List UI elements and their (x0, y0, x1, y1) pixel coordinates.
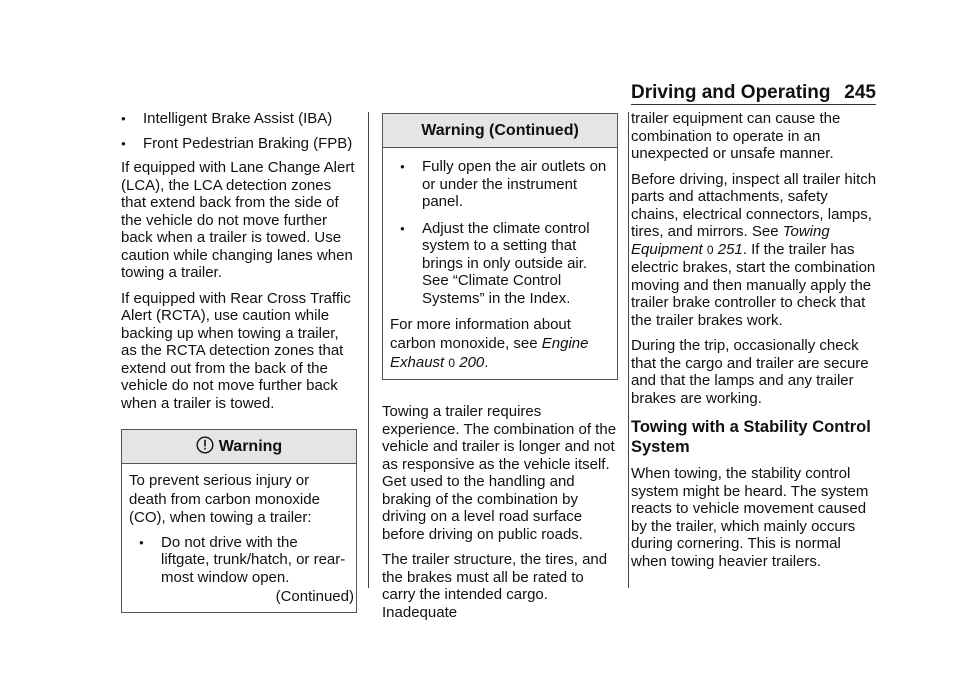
bullet-dot: ● (400, 223, 405, 233)
more-info-text: For more information about carbon monoxide, see (390, 316, 571, 352)
warning-title (122, 430, 356, 464)
column-divider-1 (368, 112, 369, 588)
column-2 (382, 110, 618, 621)
paragraph: During the trip, occasionally check that the cargo and trailer are secure and that the lamps and any trailer brakes are working. (631, 337, 869, 407)
page-ref-icon: 0 (448, 356, 456, 370)
column-divider-2 (628, 112, 629, 588)
towing-equipment-link[interactable]: Towing Equipment (631, 223, 830, 258)
column-1 (121, 110, 357, 613)
bullet-dot: ● (400, 162, 405, 171)
page-ref-number[interactable]: 251 (717, 240, 743, 258)
paragraph: When towing, the stability control system might be heard. The system reacts to vehicle movement caused by the trailer, which mainly occurs during cornering. This is normal when towing heavier trailers. (631, 465, 869, 570)
continued-label: (Continued) (275, 588, 354, 605)
warning-title-text: Warning (218, 438, 283, 455)
engine-exhaust-link[interactable]: Engine Exhaust (390, 335, 589, 371)
page-ref-number[interactable]: 200 (459, 354, 485, 371)
paragraph: The trailer structure, the tires, and the brakes must all be rated to carry the intended cargo. Inadequate (382, 551, 608, 621)
warning-text: To prevent serious injury or death from carbon monoxide (CO), when towing a trailer: (129, 472, 320, 526)
warning-bullet (390, 220, 610, 308)
warning-icon (196, 436, 214, 454)
bullet-dot: ● (121, 114, 126, 123)
warning-body (122, 464, 356, 612)
warning-continued-body (383, 148, 617, 379)
bullet-text: Adjust the climate control system to a setting that brings in only outside air. See “Climate Control Systems” in the Index. (422, 219, 590, 307)
paragraph: Towing a trailer requires experience. The combination of the vehicle and trailer is longer and not as responsive as the vehicle itself. Get used to the handling and braking of the combination by driving on a level road surface before driving on public roads. (382, 403, 617, 543)
warning-box (121, 429, 357, 613)
header-rule (631, 104, 876, 105)
warning-more-info (390, 315, 610, 373)
column-3 (631, 110, 877, 570)
bullet-dot: ● (139, 537, 144, 547)
paragraph-text: Before driving, inspect all trailer hitch parts and attachments, safety chains, electrical connectors, lamps, tires, and mirrors. See (631, 170, 877, 240)
warning-continued-title: Warning (Continued) (383, 114, 617, 148)
warning-continued-box (382, 113, 618, 380)
section-heading: Towing with a Stability Control System (631, 418, 871, 456)
bullet-text: Do not drive with the liftgate, trunk/hatch, or rear-most window open. (161, 533, 346, 586)
bullet-text: Intelligent Brake Assist (IBA) (143, 110, 333, 127)
section-title: Driving and Operating (631, 82, 831, 103)
bullet-item (121, 110, 357, 128)
page-ref-icon: 0 (706, 242, 714, 257)
bullet-dot: ● (121, 138, 126, 148)
paragraph: trailer equipment can cause the combination to operate in an unexpected or unsafe manner. (631, 110, 841, 162)
bullet-item (121, 135, 357, 153)
period: . (484, 354, 489, 371)
paragraph-text: . If the trailer has electric brakes, start the combination moving and then manually apply the trailer brake controller to check that the trailer brakes work. (631, 240, 876, 329)
page-number: 245 (844, 82, 876, 103)
page-header (630, 80, 876, 106)
paragraph: If equipped with Lane Change Alert (LCA), the LCA detection zones that extend back from the side of the vehicle do not move further back when a trailer is towed. Use caution while changing lanes when towing a trailer. (121, 159, 355, 281)
warning-bullet (129, 534, 349, 587)
bullet-text: Front Pedestrian Braking (FPB) (143, 134, 353, 152)
warning-bullet (390, 158, 610, 211)
paragraph (631, 171, 877, 330)
bullet-text: Fully open the air outlets on or under the instrument panel. (422, 158, 607, 210)
paragraph: If equipped with Rear Cross Traffic Alert (RCTA), use caution while backing up when towing a trailer, as the RCTA detection zones that extend out from the back of the vehicle do not move further back when a trailer is towed. (121, 289, 351, 412)
